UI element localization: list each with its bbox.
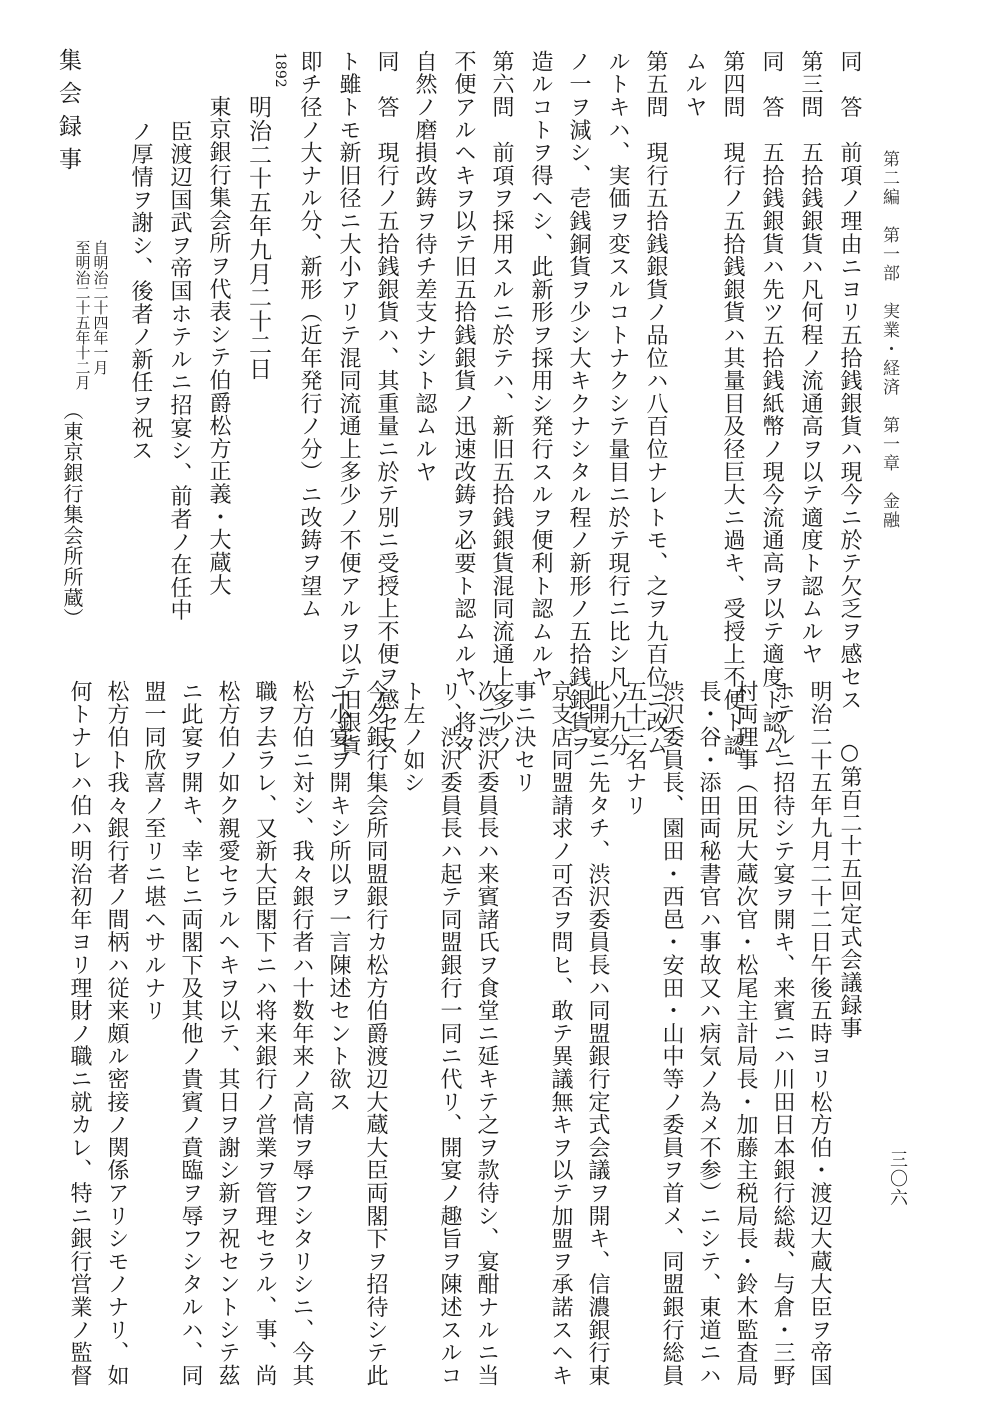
- entry-text: 現行ノ五拾銭銀貨ハ、其重量ニ於テ別ニ受授上不便ヲ感セス: [374, 141, 399, 757]
- entry-text: ノ一ヲ減シ、壱銭銅貨ヲ少シ大キクナシタル程ノ新形ノ五拾銭銀貨ヲ: [566, 50, 591, 757]
- entry-text: ト雖トモ新旧径ニ大小アリテ混同流通上多少ノ不便アルヲ以テ旧銀貨: [336, 50, 361, 757]
- lower-line: 次ニ渋沢委員長ハ来賓諸氏ヲ食堂ニ延キテ之ヲ款待シ、宴酣ナルニ当: [474, 680, 499, 1387]
- entry-text: 造ルコトヲ得ヘシ、此新形ヲ採用シ発行スルヲ便利ト認ムルヤ: [528, 50, 553, 689]
- entry-text: ムルヤ: [682, 50, 707, 119]
- lower-line: 松方伯ト我々銀行者ノ間柄ハ従来頗ル密接ノ関係アリシモノナリ、如: [104, 680, 129, 1387]
- upper-line: [529, 50, 551, 688]
- lower-line: ニ此宴ヲ開キ、幸ヒニ両閣下及其他ノ貴賓ノ賁臨ヲ辱フシタルハ、同: [178, 680, 203, 1387]
- lower-line: 松方伯ニ対シ、我々銀行者ハ十数年来ノ高情ヲ辱フシタリシニ、今其: [289, 680, 314, 1387]
- entry-label: 同 答: [759, 50, 784, 119]
- entry-text: 前項ノ理由ニヨリ五拾銭銀貨ハ現今ニ於テ欠乏ヲ感セス: [837, 141, 862, 712]
- upper-line: [337, 50, 359, 757]
- lower-line: ト左ノ如シ: [400, 680, 425, 794]
- entry-text: 前項ヲ採用スルニ於テハ、新旧五拾銭銀貨混同流通上多少ノ: [489, 141, 514, 757]
- lower-line: 京支店同盟請求ノ可否ヲ問ヒ、敢テ異議無キヲ以テ加盟ヲ承諾スヘキ: [548, 680, 573, 1387]
- upper-line: [683, 50, 705, 118]
- lower-line: 明治二十五年九月二十二日午後五時ヨリ松方伯・渡辺大蔵大臣ヲ帝国: [807, 680, 832, 1387]
- entry-text: 五拾銭銀貨ハ先ツ五拾銭紙幣ノ現今流通高ヲ以テ適度ト認ム: [759, 141, 784, 757]
- entry-label: 同 答: [374, 50, 399, 119]
- upper-line: [644, 50, 666, 757]
- entry-text: 自然ノ磨損改鋳ヲ待チ差支ナシト認ムルヤ: [412, 50, 437, 484]
- upper-line: [490, 50, 512, 757]
- upper-line: [721, 50, 743, 757]
- upper-line: [413, 50, 435, 483]
- lower-line: 何トナレハ伯ハ明治初年ヨリ理財ノ職ニ就カレ、特ニ銀行営業ノ監督: [67, 680, 92, 1387]
- lower-line: ニ小宴ヲ開キシ所以ヲ一言陳述セント欲ス: [326, 680, 351, 1114]
- running-header: 第二編 第一部 実業・経済 第一章 金融: [879, 150, 899, 530]
- lower-line: 村両理事（田尻大蔵次官・松尾主計局長・加藤主税局長・鈴木監査局: [733, 680, 758, 1387]
- source-note: （東京銀行集会所所蔵）: [60, 400, 84, 629]
- lower-line: 事ニ決セリ: [511, 680, 536, 794]
- entry-text: 現行ノ五拾銭銀貨ハ其量目及径巨大ニ過キ、受授上不便ト認: [720, 141, 745, 757]
- upper-line: [799, 50, 821, 666]
- entry-text: 不便アルヘキヲ以テ旧五拾銭銀貨ノ迅速改鋳ヲ必要ト認ムルヤ、将タ: [451, 50, 476, 757]
- lower-line: 此開宴ニ先タチ、渋沢委員長ハ同盟銀行定式会議ヲ開キ、信濃銀行東: [585, 680, 610, 1387]
- date-line: 明治二十五年九月二十二日: [245, 95, 271, 381]
- upper-line: [452, 50, 474, 757]
- record-title: 集会録事: [55, 48, 81, 180]
- entry-text: ルトキハ、実価ヲ変スルコトナクシテ量目ニ於テ現行ニ比シ凡ソ九分: [605, 50, 630, 757]
- entry-label: 第五問: [643, 50, 668, 119]
- year-note: 1892: [272, 52, 288, 88]
- upper-line: [838, 50, 860, 711]
- lower-line: 長・谷・添田両秘書官ハ事故又ハ病気ノ為メ不参）ニシテ、東道ニハ: [696, 680, 721, 1387]
- upper-line: [606, 50, 628, 757]
- lower-line: 松方伯ノ如ク親愛セラルヘキヲ以テ、其日ヲ謝シ新ヲ祝セントシテ茲: [215, 680, 240, 1387]
- entry-label: 第三問: [798, 50, 823, 119]
- entry-label: 第四問: [720, 50, 745, 119]
- lower-line: 職ヲ去ラレ、又新大臣閣下ニハ将来銀行ノ営業ヲ管理セラル、事、尚: [252, 680, 277, 1387]
- upper-line: [567, 50, 589, 757]
- lower-line: ホテルニ招待シテ宴ヲ開キ、来賓ニハ川田日本銀行総裁、与倉・三野: [770, 680, 795, 1387]
- sign-line: ノ厚情ヲ謝シ、後者ノ新任ヲ祝ス: [128, 120, 153, 462]
- entry-text: 五拾銭銀貨ハ凡何程ノ流通高ヲ以テ適度ト認ムルヤ: [798, 141, 823, 666]
- entry-text: 即チ径ノ大ナル分、新形（近年発行ノ分）ニ改鋳ヲ望ム: [297, 50, 322, 620]
- upper-line: [375, 50, 397, 757]
- entry-label: 同 答: [837, 50, 862, 119]
- lower-line: 渋沢委員長、園田・西邑・安田・山中等ノ委員ヲ首メ、同盟銀行総員: [659, 680, 684, 1387]
- upper-line: [298, 50, 320, 620]
- record-range-2: 至明治二十五年十二月: [73, 240, 92, 390]
- lower-line: 盟一同欣喜ノ至リニ堪ヘサルナリ: [141, 680, 166, 1022]
- page-number: 三〇六: [887, 1150, 908, 1207]
- record-range-1: 自明治二十四年一月: [91, 240, 110, 375]
- lower-heading: ○第百二十五回定式会議録事: [837, 740, 862, 1040]
- sign-line: 東京銀行集会所ヲ代表シテ伯爵松方正義・大蔵大: [206, 95, 231, 597]
- lower-line: 今夕銀行集会所同盟銀行カ松方伯爵渡辺大蔵大臣両閣下ヲ招待シテ此: [363, 680, 388, 1387]
- lower-line: リ、渋沢委員長ハ起テ同盟銀行一同ニ代リ、開宴ノ趣旨ヲ陳述スルコ: [437, 680, 462, 1387]
- entry-label: 第六問: [489, 50, 514, 119]
- lower-line: 五十三名ナリ: [622, 680, 647, 817]
- sign-line: 臣渡辺国武ヲ帝国ホテルニ招宴シ、前者ノ在任中: [167, 120, 192, 622]
- entry-text: 現行五拾銭銀貨ノ品位ハ八百位ナレトモ、之ヲ九百位ニ改ム: [643, 141, 668, 757]
- upper-line: [760, 50, 782, 757]
